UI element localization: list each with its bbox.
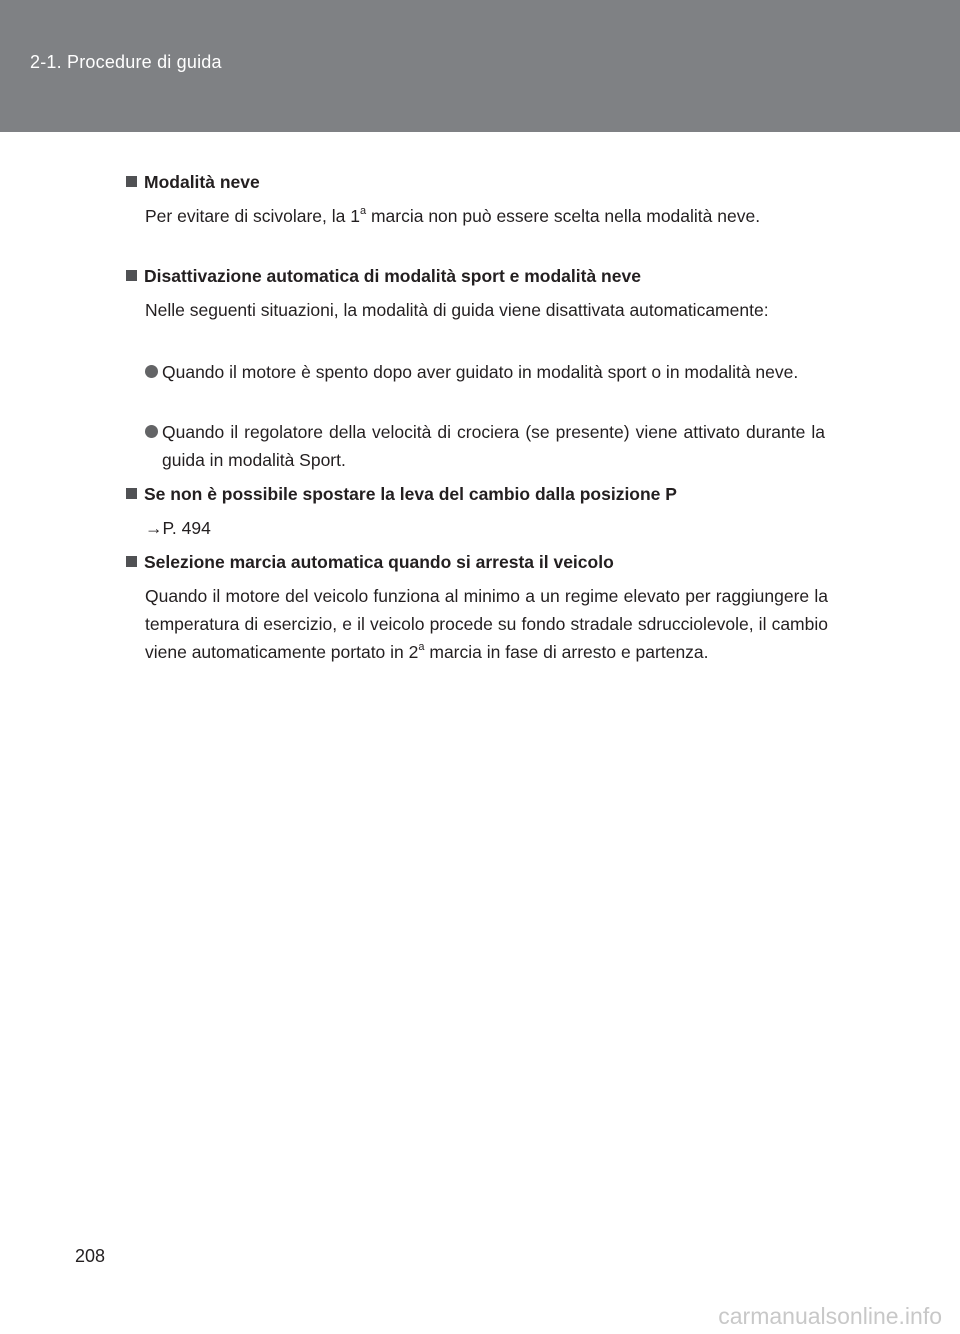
section-paragraph-auto-deactivation: Nelle seguenti situazioni, la modalità di guida viene disattivata automaticamente:: [145, 300, 769, 320]
watermark: carmanualsonline.info: [718, 1303, 942, 1329]
round-bullet-icon: [145, 365, 158, 378]
page-reference-link[interactable]: →P. 494: [145, 518, 211, 538]
section-heading-auto-deactivation: Disattivazione automatica di modalità sport e modalità neve: [126, 266, 641, 287]
section-heading-snow-mode: Modalità neve: [126, 172, 260, 193]
page-header-band: [0, 0, 960, 132]
page-number: 208: [75, 1246, 106, 1266]
square-bullet-icon: [126, 176, 137, 187]
arrow-right-icon: →: [145, 518, 163, 538]
section-paragraph-snow-mode: Per evitare di scivolare, la 1$^a$ marcia non può essere scelta nella modalità neve.: [145, 205, 761, 226]
section-heading-shift-lever-p: Se non è possibile spostare la leva del cambio dalla posizione P: [126, 484, 677, 505]
section-heading-auto-gear-selection: Selezione marcia automatica quando si arresta il veicolo: [126, 552, 614, 573]
square-bullet-icon: [126, 556, 137, 567]
section-paragraph-auto-gear-selection: Quando il motore del veicolo funziona al minimo a un regime elevato per raggiungere la temperatura di esercizio, e il veicolo procede su fondo stradale sdrucciolevole, il cambio viene automaticamente portato in 2$^a$ marcia in fase di arresto e partenza.: [145, 586, 828, 662]
square-bullet-icon: [126, 270, 137, 281]
chapter-title: 2-1. Procedure di guida: [30, 52, 222, 72]
round-bullet-icon: [145, 425, 158, 438]
square-bullet-icon: [126, 488, 137, 499]
